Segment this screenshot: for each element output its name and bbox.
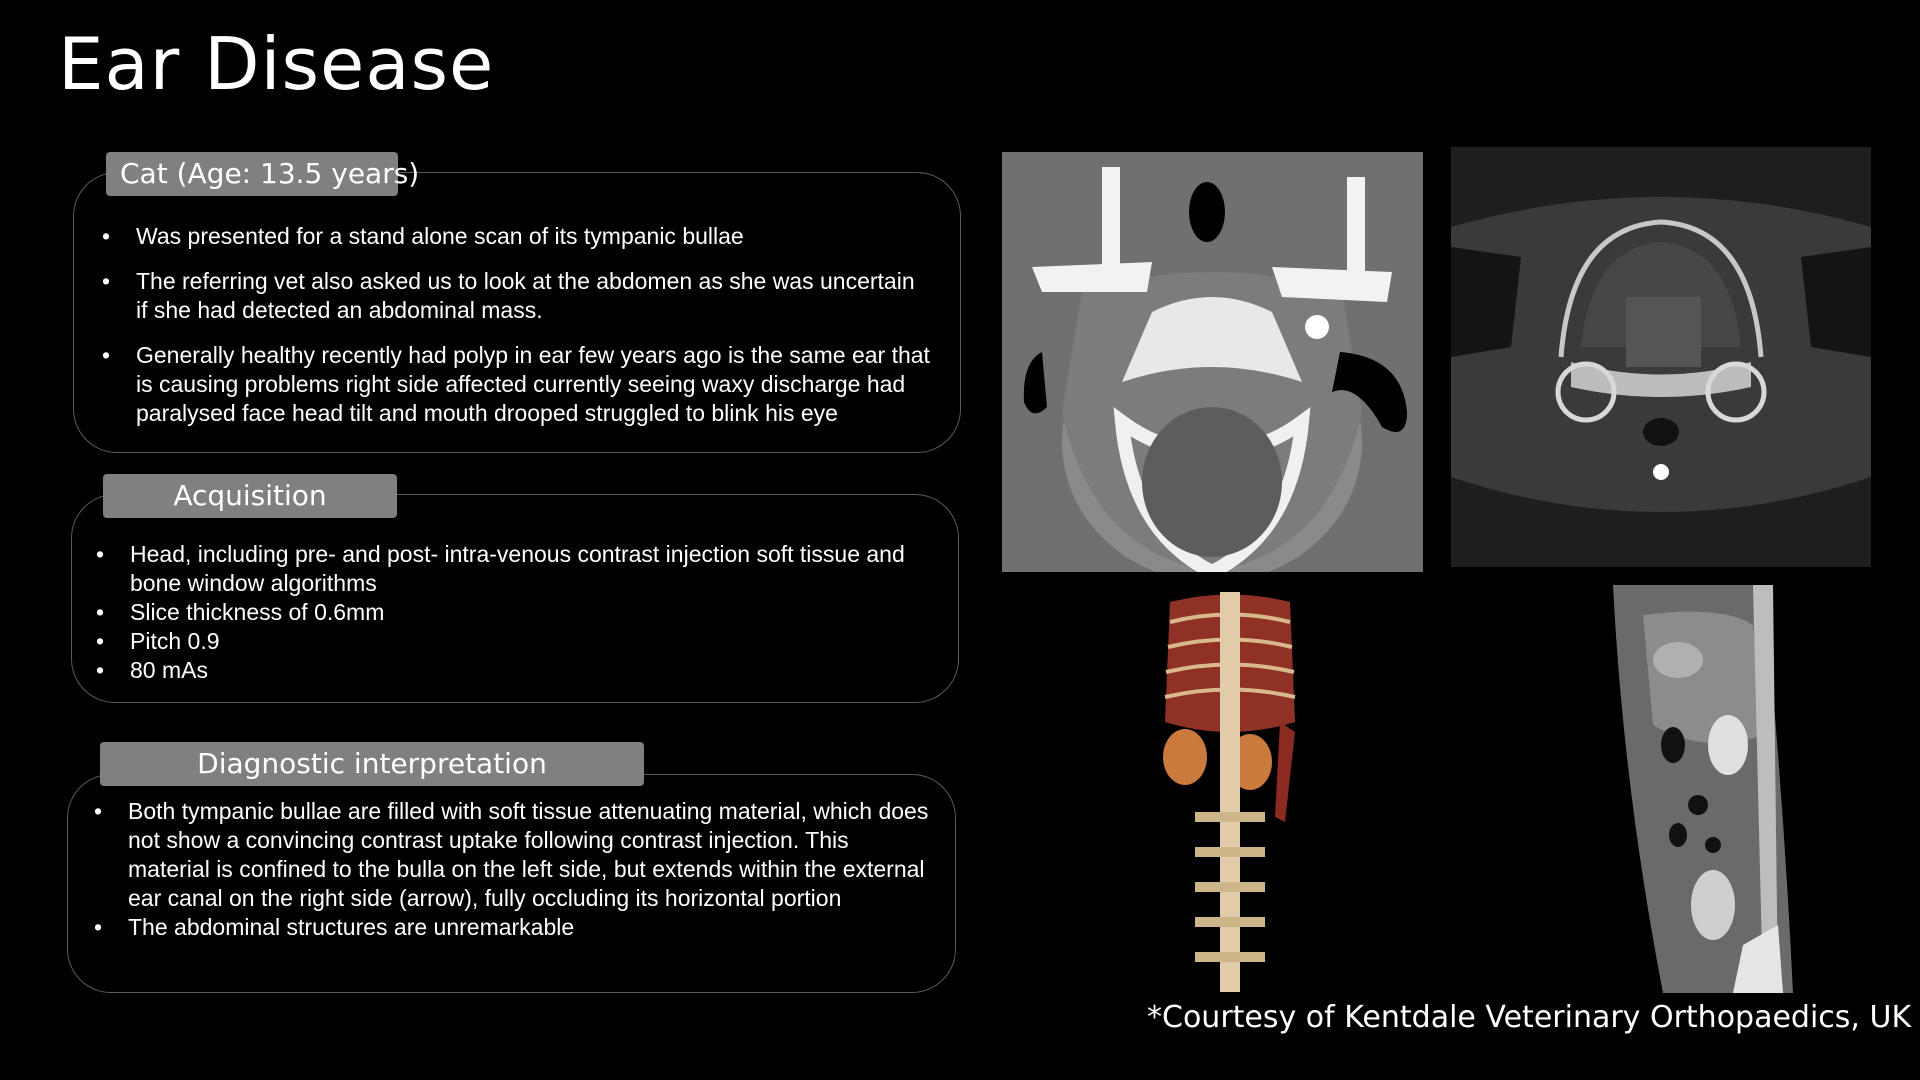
ct-bone-window-image	[1451, 147, 1871, 567]
list-item: • Pitch 0.9	[96, 627, 916, 656]
list-item: • Head, including pre- and post- intra-venous contrast injection soft tissue and bone window algorithms	[96, 540, 916, 598]
courtesy-credit: *Courtesy of Kentdale Veterinary Orthopaedics, UK	[1147, 1000, 1912, 1035]
diagnostic-list	[94, 797, 930, 942]
list-item: • Generally healthy recently had polyp in ear few years ago is the same ear that is causing problems right side affected currently seeing waxy discharge had paralysed face head tilt and mouth drooped struggled to blink his eye	[102, 341, 932, 428]
acquisition-list	[96, 540, 916, 685]
diagnostic-tab: Diagnostic interpretation	[100, 742, 644, 786]
list-item: • Both tympanic bullae are filled with soft tissue attenuating material, which does not show a convincing contrast uptake following contrast injection. This material is confined to the bulla on the left side, but extends within the external ear canal on the right side (arrow), fully occluding its horizontal portion	[94, 797, 930, 913]
ct-axial-image	[1002, 152, 1423, 572]
list-item: • 80 mAs	[96, 656, 916, 685]
list-item: • The abdominal structures are unremarkable	[94, 913, 930, 942]
list-item: • Slice thickness of 0.6mm	[96, 598, 916, 627]
case-tab: Cat (Age: 13.5 years)	[106, 152, 398, 196]
case-list	[102, 222, 932, 444]
acquisition-tab: Acquisition	[103, 474, 397, 518]
ct-3d-rendering-image	[1150, 592, 1310, 992]
page-title: Ear Disease	[58, 22, 495, 106]
list-item: • Was presented for a stand alone scan of its tympanic bullae	[102, 222, 932, 251]
list-item: • The referring vet also asked us to look at the abdomen as she was uncertain if she had detected an abdominal mass.	[102, 267, 932, 325]
ct-sagittal-image	[1603, 585, 1798, 993]
